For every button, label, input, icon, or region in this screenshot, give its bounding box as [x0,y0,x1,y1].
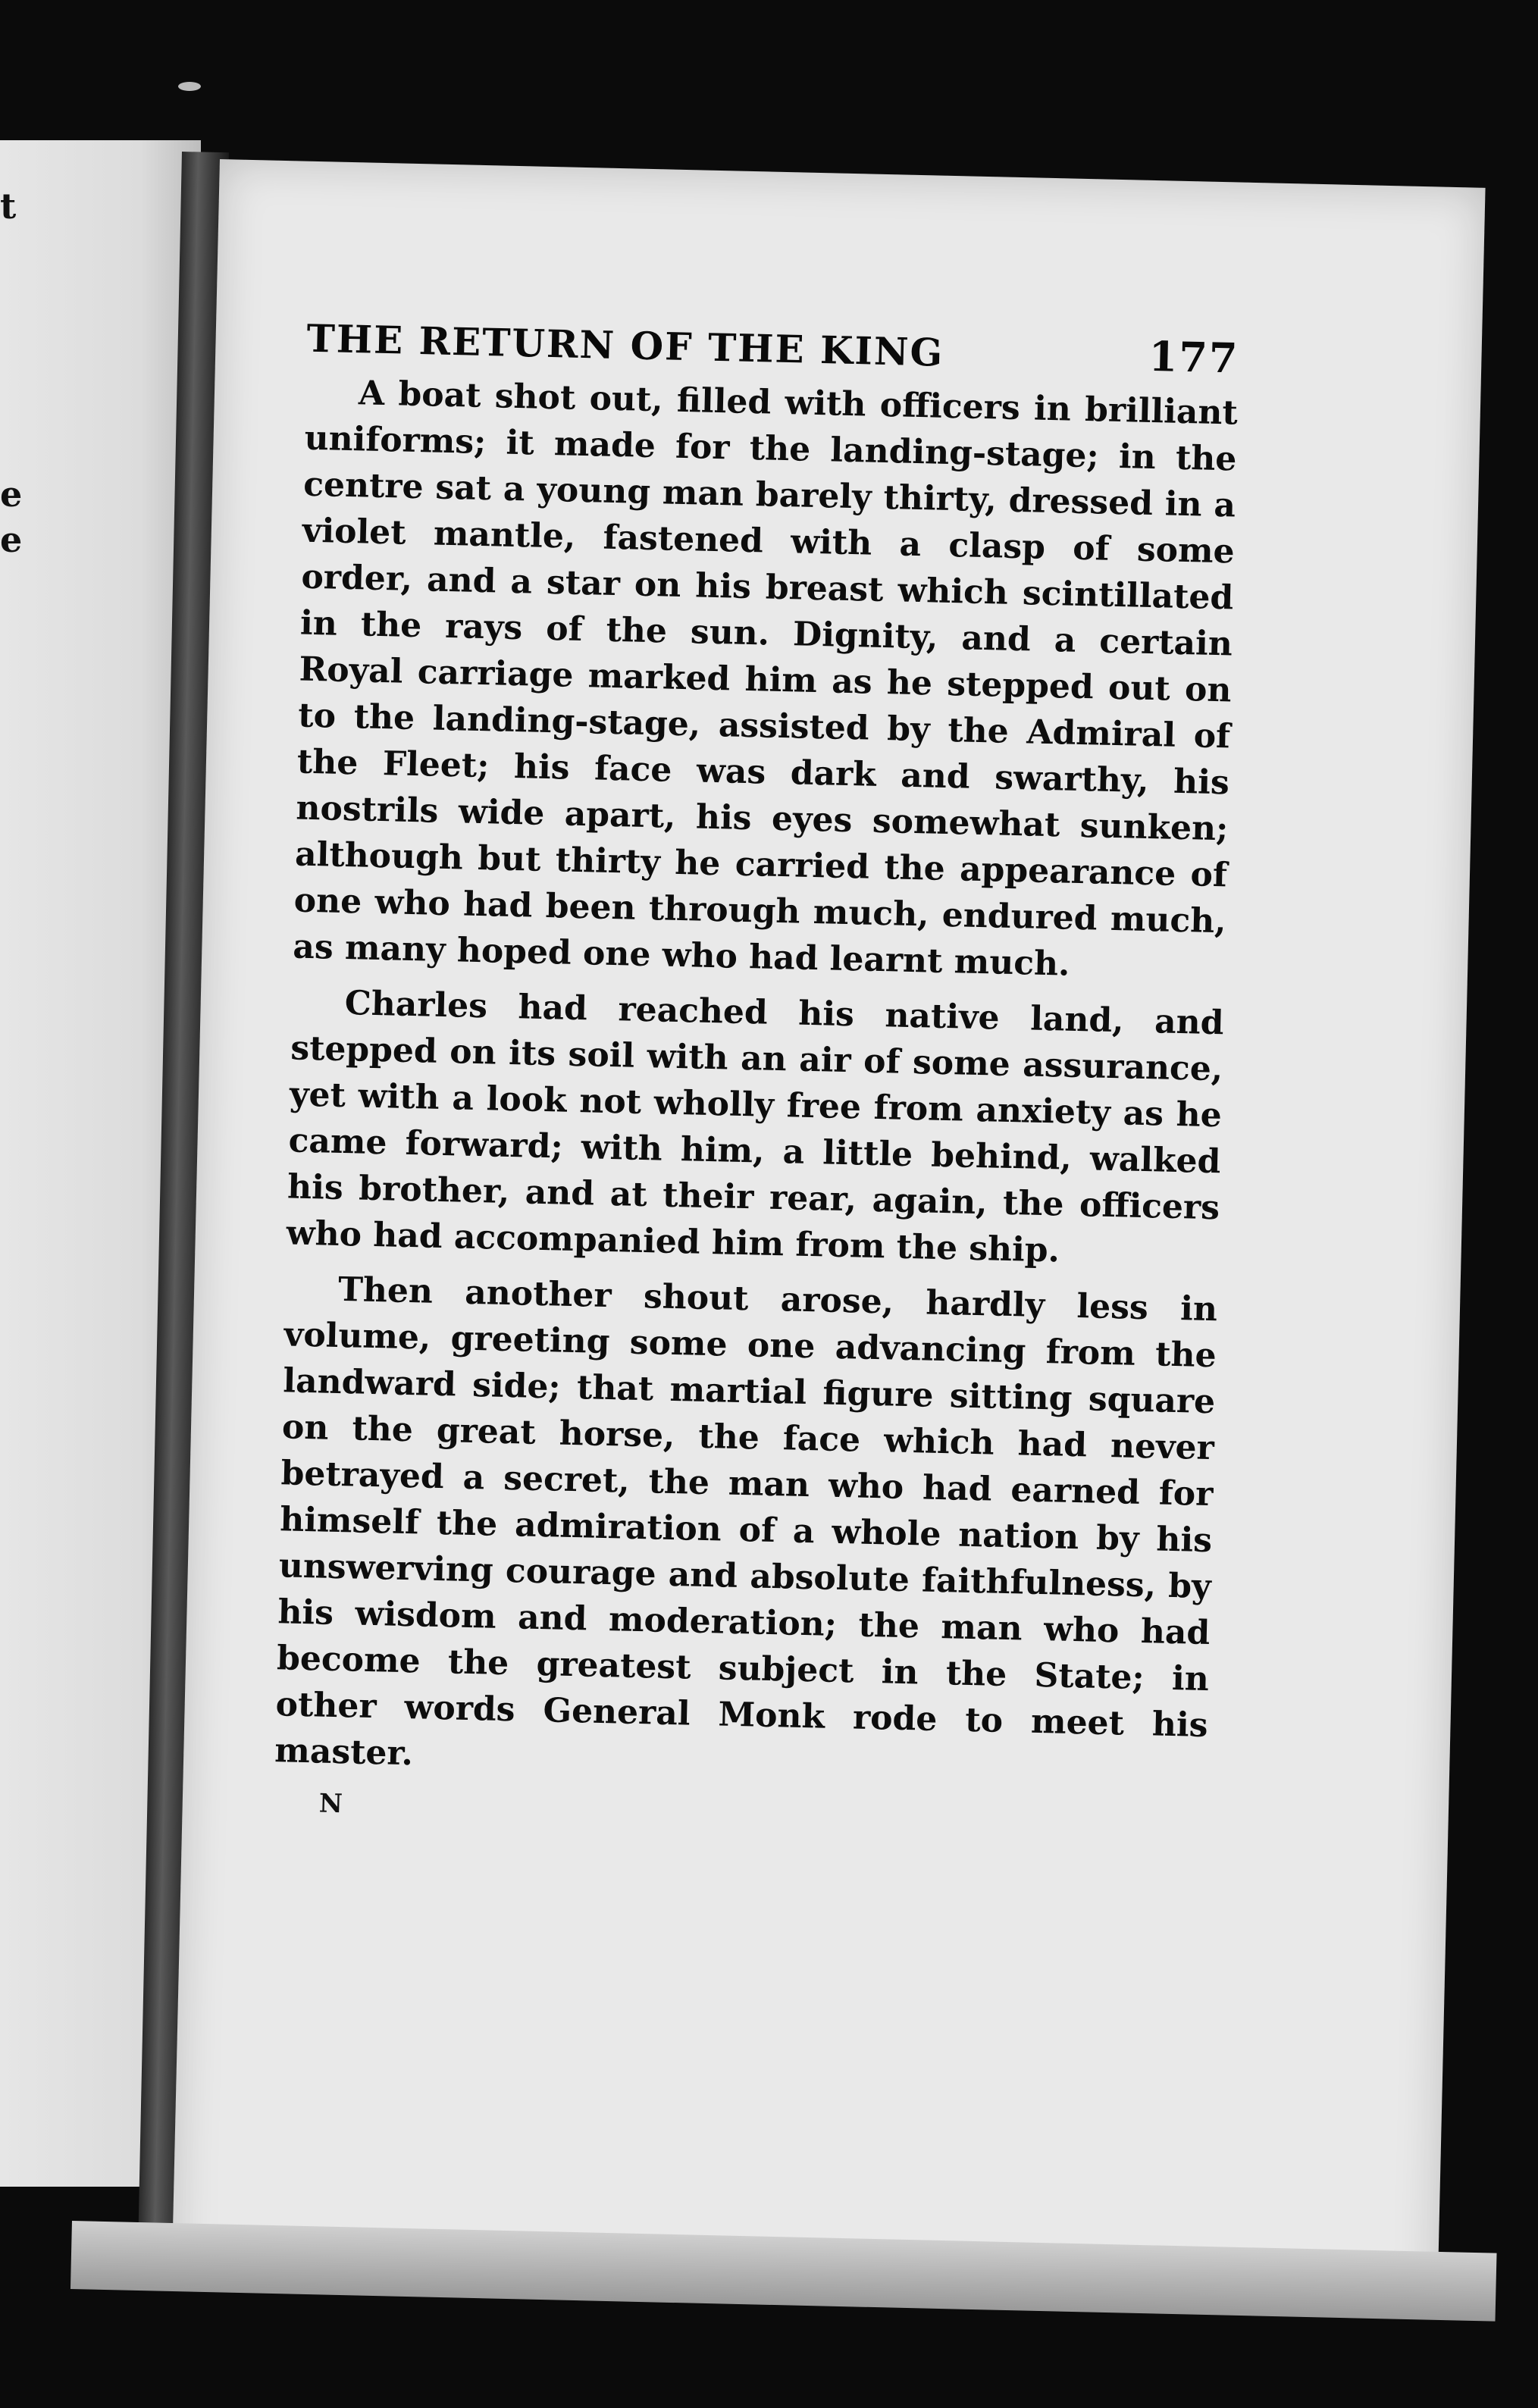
running-head: THE RETURN OF THE KING [306,315,944,375]
paragraph: Charles had reached his native land, and stepped on its soil with an air of some assurance, yet with a look not wholly free from anxiety as he came forward; with him, a little behind, walked his brother, and at their rear, again, the officers who had accompanied him from the ship. [286,984,1225,1270]
dust-speck [178,82,201,91]
left-page-fragment: e [0,474,23,515]
paragraph: Then another shout arose, hardly less in volume, greeting some one advancing from the landward side; that martial figure sitting square on the great horse, the face which had never betrayed a secret, the man who had earned for himself the admiration of a whole nation by his unswerving courage and absolute faithfulness, by his wisdom and moderation; the man who had become the greatest subject in the State; in other words General Monk rode to meet his master. [274,1270,1218,1774]
page-number: 177 [1148,331,1240,383]
book-page [171,159,1485,2309]
left-page-fragment: e [0,519,23,560]
page-text-block [273,313,1239,1839]
paragraph: A boat shot out, filled with officers in brilliant uniforms; it made for the landing-stage; in the centre sat a young man barely thirty, dressed in a violet mantle, fastened with a clasp of some order, and a star on his breast which scintillated in the rays of the sun. Dignity, and a certain Royal carriage marked him as he stepped out on to the landing-stage, assisted by the Admiral of the Fleet; his face was dark and swarthy, his nostrils wide apart, his eyes somewhat sunken; although but thirty he carried the appearance of one who had been through much, endured much, as many hoped one who had learnt much. [292,374,1239,984]
left-page-fragment: t [0,186,17,227]
signature-mark: N [318,1788,343,1820]
